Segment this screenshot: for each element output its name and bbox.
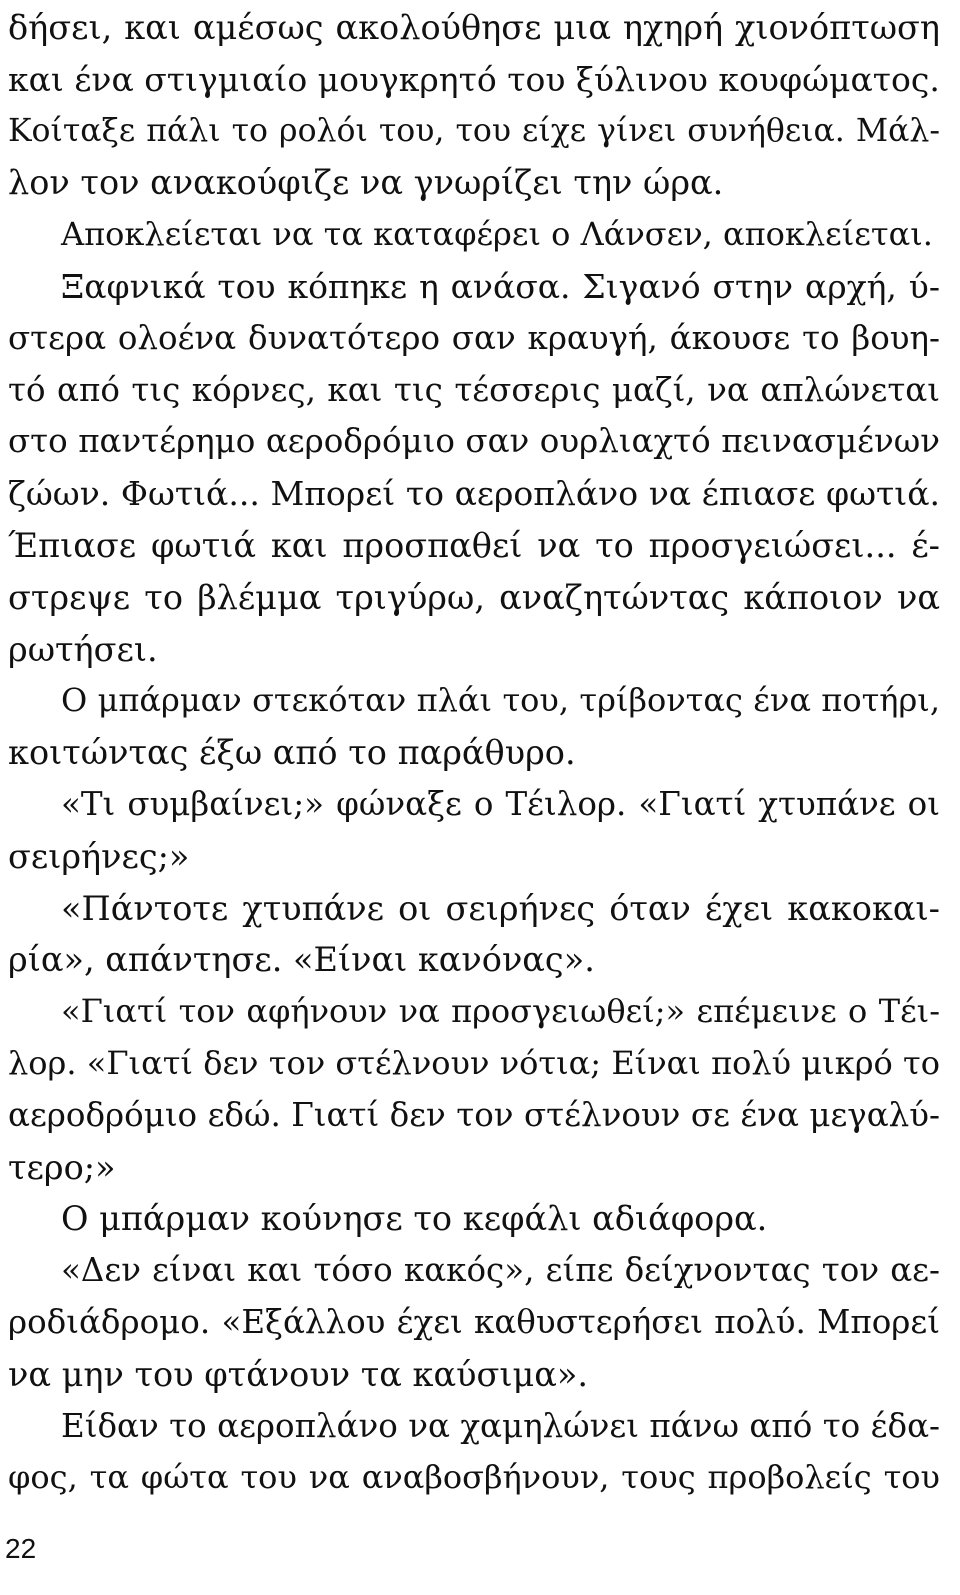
- text-line: δήσει, και αμέσως ακολούθησε μια ηχηρή χιονόπτωση: [8, 8, 940, 47]
- text-line: ζώων. Φωτιά... Μπορεί το αεροπλάνο να έπιασε φωτιά.: [8, 474, 940, 514]
- text-line: και ένα στιγμιαίο μουγκρητό του ξύλινου κουφώματος.: [8, 59, 940, 99]
- text-line: στρεψε το βλέμμα τριγύρω, αναζητώντας κάποιον να: [8, 577, 940, 617]
- text-line: τερο;»: [8, 1147, 116, 1187]
- text-line: κοιτώντας έξω από το παράθυρο.: [8, 733, 576, 773]
- text-line: αεροδρόμιο εδώ. Γιατί δεν τον στέλνουν σε ένα μεγαλύ-: [8, 1095, 940, 1134]
- text-line: Ο μπάρμαν στεκόταν πλάι του, τρίβοντας ένα ποτήρι,: [61, 681, 940, 720]
- text-line: στερα ολοένα δυνατότερο σαν κραυγή, άκουσε το βουη-: [8, 318, 940, 357]
- text-line: «Γιατί τον αφήνουν να προσγειωθεί;» επέμεινε ο Τέι-: [61, 992, 940, 1031]
- text-line: ρία», απάντησε. «Είναι κανόνας».: [8, 940, 595, 980]
- text-line: λον τον ανακούφιζε να γνωρίζει την ώρα.: [8, 163, 724, 203]
- text-line: Ο μπάρμαν κούνησε το κεφάλι αδιάφορα.: [61, 1199, 768, 1239]
- text-line: φος, τα φώτα του να αναβοσβήνουν, τους προβολείς του: [8, 1458, 940, 1497]
- text-line: Ξαφνικά του κόπηκε η ανάσα. Σιγανό στην αρχή, ύ-: [61, 266, 940, 306]
- body-text: [8, 2, 940, 1504]
- text-line: Είδαν το αεροπλάνο να χαμηλώνει πάνω από το έδα-: [61, 1406, 940, 1445]
- text-line: Αποκλείεται να τα καταφέρει ο Λάνσεν, αποκλείεται.: [61, 215, 933, 254]
- text-line: ρωτήσει.: [8, 629, 158, 669]
- text-line: να μην του φτάνουν τα καύσιμα».: [8, 1354, 589, 1394]
- text-line: «Τι συμβαίνει;» φώναξε ο Τέιλορ. «Γιατί χτυπάνε οι: [61, 784, 940, 823]
- text-line: «Δεν είναι και τόσο κακός», είπε δείχνοντας τον αε-: [61, 1251, 940, 1290]
- text-line: «Πάντοτε χτυπάνε οι σειρήνες όταν έχει κακοκαι-: [61, 888, 940, 928]
- page-number: 22: [5, 1533, 37, 1564]
- text-line: ροδιάδρομο. «Εξάλλου έχει καθυστερήσει πολύ. Μπορεί: [8, 1302, 940, 1341]
- text-line: σειρήνες;»: [8, 836, 190, 876]
- text-line: στο παντέρημο αεροδρόμιο σαν ουρλιαχτό πεινασμένων: [8, 422, 940, 461]
- text-line: λορ. «Γιατί δεν τον στέλνουν νότια; Είναι πολύ μικρό το: [8, 1043, 940, 1082]
- text-line: τό από τις κόρνες, και τις τέσσερις μαζί, να απλώνεται: [8, 370, 940, 409]
- text-line: Κοίταξε πάλι το ρολόι του, του είχε γίνει συνήθεια. Μάλ-: [8, 112, 940, 149]
- text-line: Έπιασε φωτιά και προσπαθεί να το προσγειώσει... έ-: [8, 525, 940, 565]
